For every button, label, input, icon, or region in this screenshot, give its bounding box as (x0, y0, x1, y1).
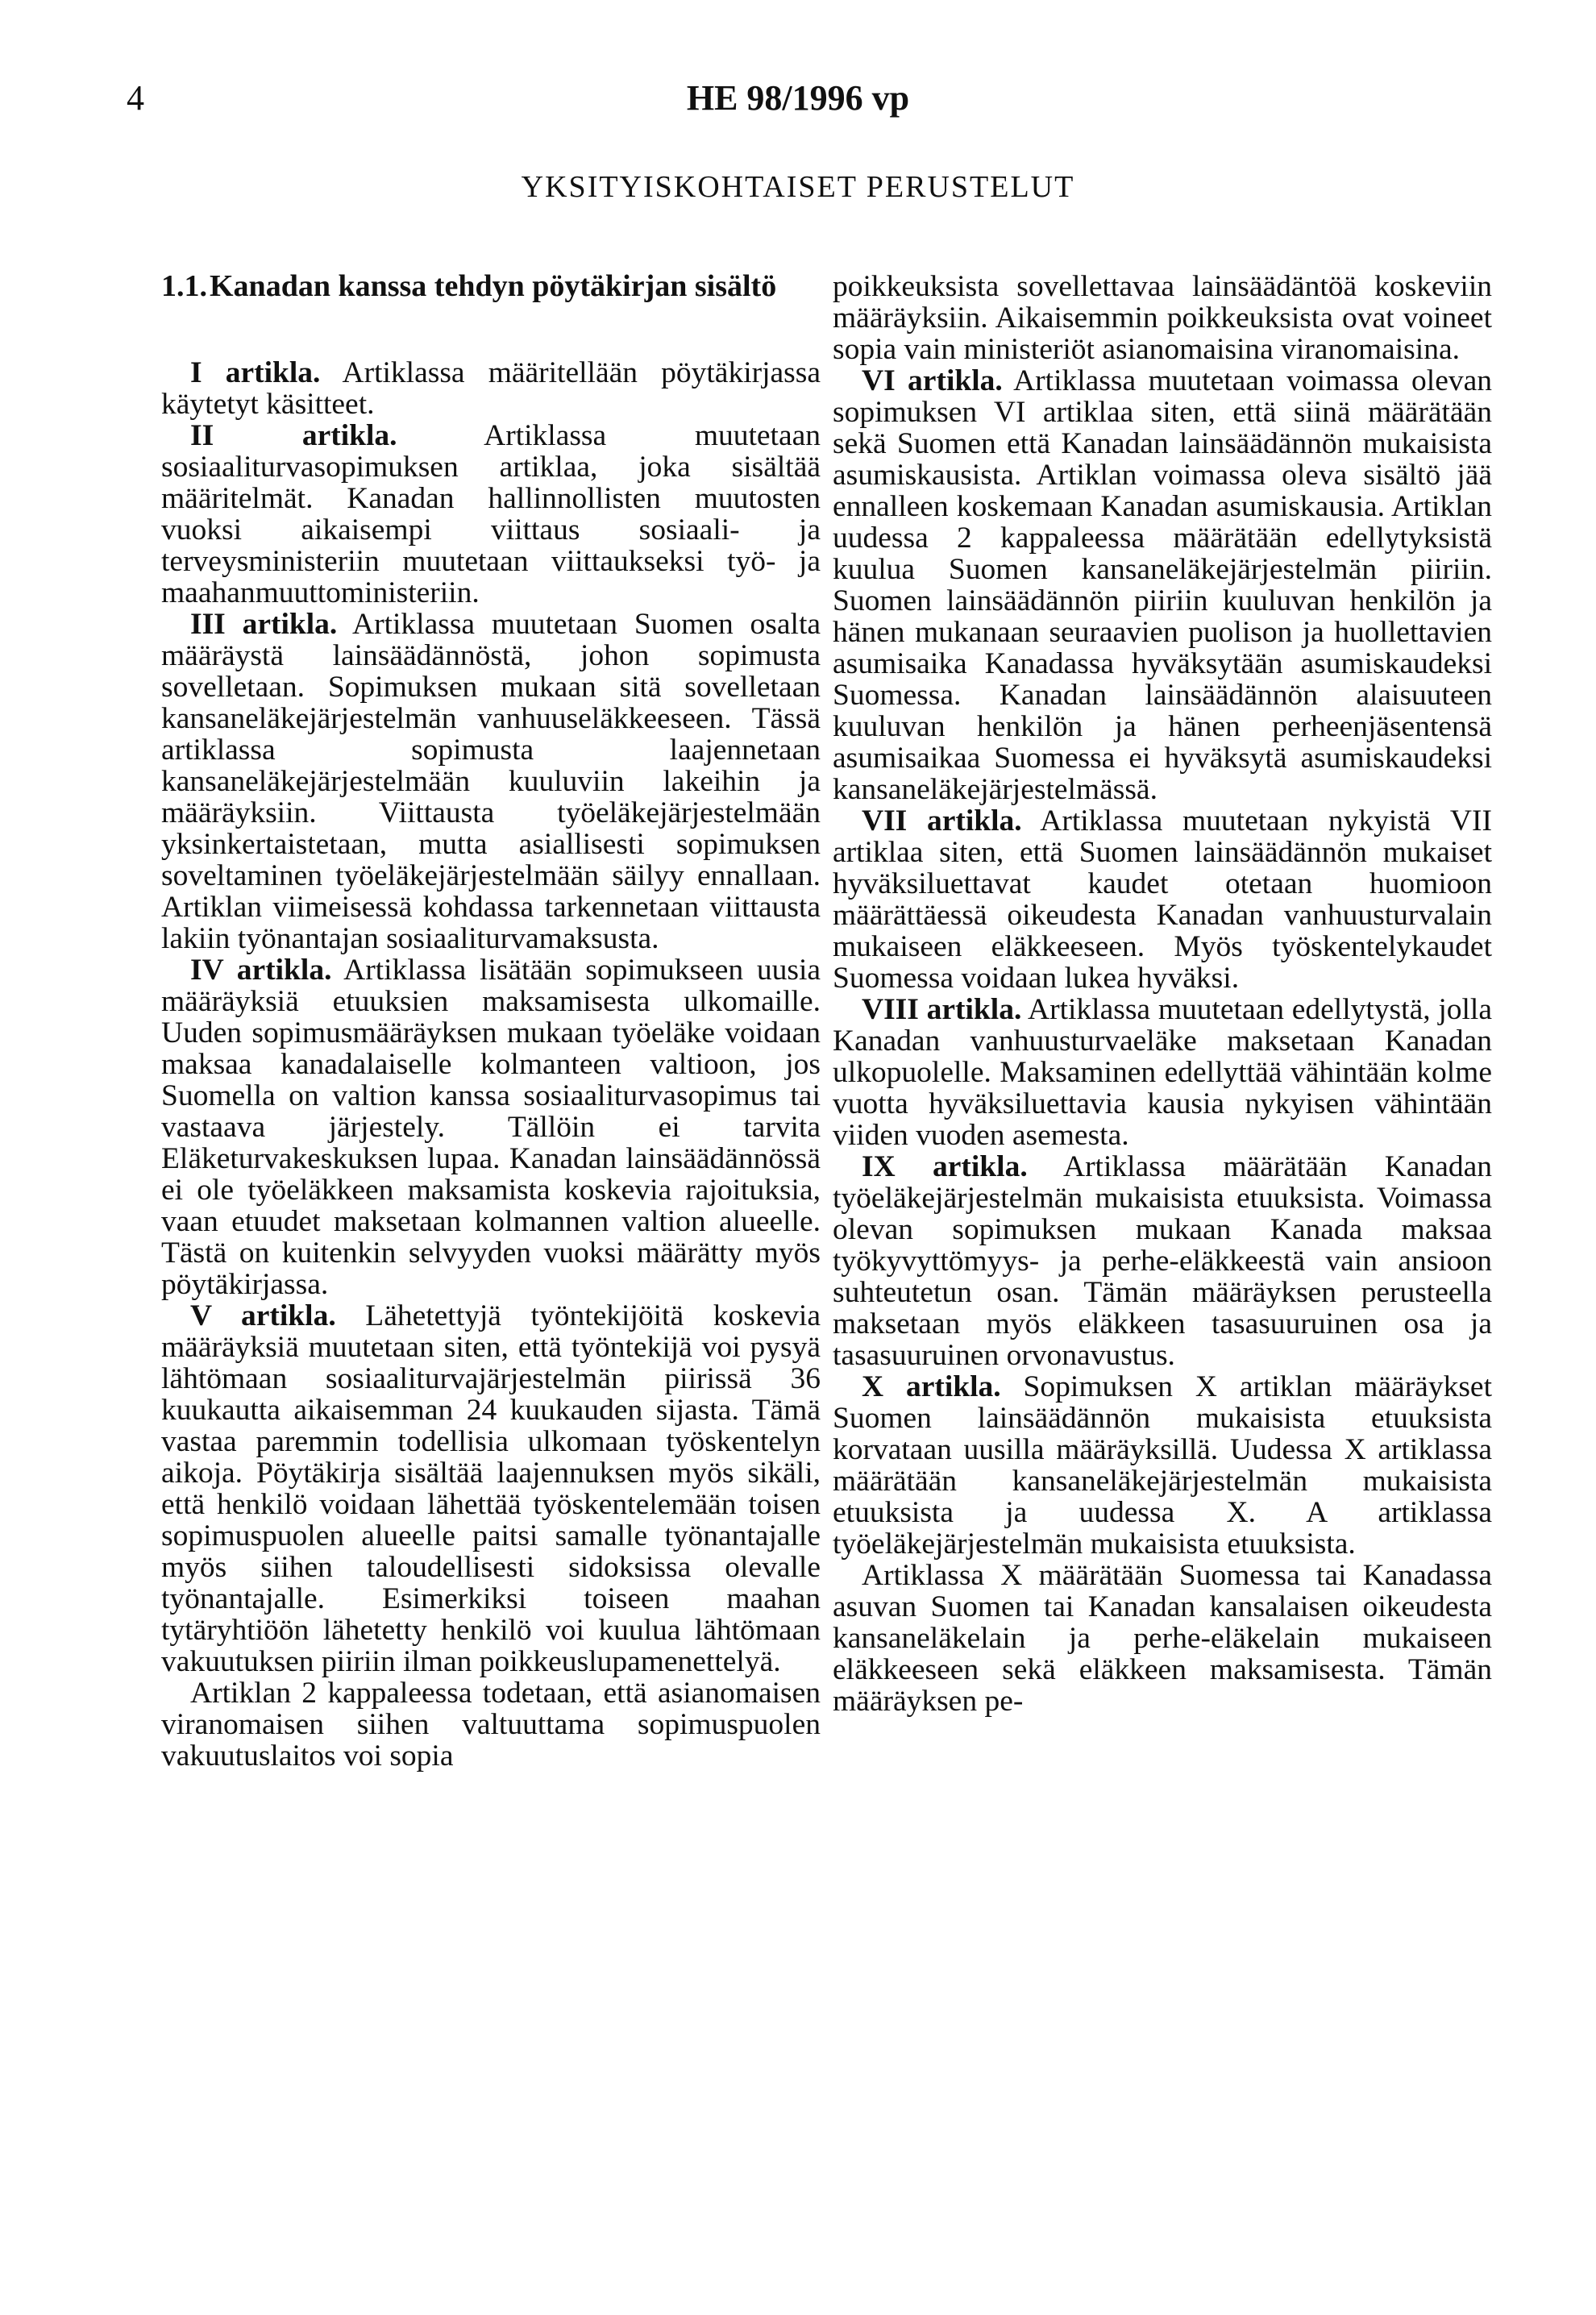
article-label: X artikla. (862, 1370, 1001, 1403)
heading-number: 1.1. (161, 269, 207, 303)
article-label: I artikla. (190, 356, 321, 389)
paragraph (161, 609, 821, 954)
paragraph-text: Artiklassa muutetaan edellytystä, jolla Kanadan vanhuusturvaeläke maksetaan Kanadan ulkopuolelle. Maksaminen edellyttää vähintään kolme vuotta hyväksiluettavia kausia nykyisen vähintään viiden vuoden asemesta. (833, 993, 1493, 1152)
section-title: YKSITYISKOHTAISET PERUSTELUT (521, 170, 1075, 204)
paragraph-text: Artiklassa määritellään pöytäkirjassa käytetyt käsitteet. (161, 356, 821, 421)
paragraph-text: Artiklassa muutetaan sosiaaliturvasopimuksen artiklaa, joka sisältää määritelmät. Kanadan hallinnollisten muutosten vuoksi aikaisempi viittaus sosiaali- ja terveysministeriin muutetaan viittaukseksi työ- ja maahanmuuttoministeriin. (161, 419, 821, 609)
paragraph (833, 1151, 1492, 1371)
paragraph (161, 1300, 821, 1677)
left-paragraphs (161, 357, 821, 1772)
paragraph (161, 1677, 821, 1772)
paragraph-text: poikkeuksista sovellettavaa lainsäädäntöä koskeviin määräyksiin. Aikaisemmin poikkeuksista ovat voineet sopia vain ministeriöt asianomaisina viranomaisina. (833, 270, 1492, 366)
document-id: HE 98/1996 vp (686, 78, 910, 118)
paragraph-text: Artiklassa muutetaan nykyistä VII artiklaa siten, että Suomen lainsäädännön mukaiset hyväksiluettavat kaudet otetaan huomioon määrättäessä oikeudesta Kanadan vanhuusturvalain mukaiseen eläkkeeseen. Myös työskentelykaudet Suomessa voidaan lukea hyväksi. (833, 804, 1492, 995)
page-number: 4 (127, 78, 144, 118)
paragraph-text: Artiklassa määrätään Kanadan työeläkejärjestelmän mukaisista etuuksista. Voimassa olevan sopimuksen mukaan Kanada maksaa työkyvyttömyys- ja perhe-eläkkeestä vain ansioon suhteutetun osan. Tämän määräyksen perusteella maksetaan myös eläkkeen tasasuuruinen osa ja tasasuuruinen orvonavustus. (833, 1150, 1493, 1372)
paragraph-text: Sopimuksen X artiklan määräykset Suomen lainsäädännön mukaisista etuuksista korvataan uusilla määräyksillä. Uudessa X artiklassa määrätään kansaneläkejärjestelmän mukaisista etuuksista ja uudessa X. A artiklassa työeläkejärjestelmän mukaisista etuuksista. (833, 1370, 1492, 1561)
paragraph-text: Lähetettyjä työntekijöitä koskevia määräyksiä muutetaan siten, että työntekijä voi pysyä lähtömaan sosiaaliturvajärjestelmän piirissä 36 kuukautta aikaisemman 24 kuukauden sijasta. Tämä vastaa paremmin todellisia ulkomaan työskentelyn aikoja. Pöytäkirja sisältää laajennuksen myös sikäli, että henkilö voidaan lähettää työskentelemään toisen sopimuspuolen alueelle paitsi samalle työnantajalle myös siihen taloudellisesti sidoksissa olevalle työnantajalle. Esimerkiksi toiseen maahan tytäryhtiöön lähetetty henkilö voi kuulua lähtömaan vakuutuksen piiriin ilman poikkeuslupamenettelyä. (161, 1299, 821, 1678)
paragraph (833, 805, 1492, 994)
article-label: IX artikla. (862, 1150, 1028, 1183)
paragraph-text: Artiklassa lisätään sopimukseen uusia määräyksiä etuuksien maksamisesta ulkomaille. Uuden sopimusmääräyksen mukaan työeläke voidaan maksaa kanadalaiselle kolmanteen valtioon, jos Suomella on valtion kanssa sosiaaliturvasopimus tai vastaava järjestely. Tällöin ei tarvita Eläketurvakeskuksen lupaa. Kanadan lainsäädännössä ei ole työeläkkeen maksamista koskevia rajoituksia, vaan etuudet maksetaan kolmannen valtion alueelle. Tästä on kuitenkin selvyyden vuoksi määrätty myös pöytäkirjassa. (161, 954, 821, 1301)
article-label: VIII artikla. (862, 993, 1022, 1026)
paragraph (833, 994, 1492, 1151)
paragraph (833, 1560, 1492, 1717)
paragraph (833, 271, 1492, 365)
section-heading (161, 271, 821, 302)
paragraph (833, 365, 1492, 805)
article-label: III artikla. (190, 608, 338, 641)
paragraph-text: Artiklassa muutetaan voimassa olevan sopimuksen VI artiklaa siten, että siinä määrätään sekä Suomen että Kanadan lainsäädännön mukaisista asumiskausista. Artiklan voimassa oleva sisältö jää ennalleen koskemaan Kanadan asumiskausia. Artiklan uudessa 2 kappaleessa määrätään edellytyksistä kuulua Suomen kansaneläkejärjestelmän piiriin. Suomen lainsäädännön piiriin kuuluvan henkilön ja hänen mukanaan seuraavien puolison ja huollettavien asumisaika Kanadassa hyväksytään asumiskaudeksi Suomessa. Kanadan lainsäädännön alaisuuteen kuuluvan henkilön ja hänen perheenjäsentensä asumisaikaa Suomessa ei hyväksytä asumiskaudeksi kansaneläkejärjestelmässä. (833, 364, 1492, 806)
right-paragraphs (833, 271, 1492, 1717)
paragraph-text: Artiklan 2 kappaleessa todetaan, että asianomaisen viranomaisen siihen valtuuttama sopimuspuolen vakuutuslaitos voi sopia (161, 1677, 821, 1773)
paragraph-text: Artiklassa X määrätään Suomessa tai Kanadassa asuvan Suomen tai Kanadan kansalaisen oikeudesta kansaneläkelain ja perhe-eläkelain mukaiseen eläkkeeseen sekä eläkkeen maksamisesta. Tämän määräyksen pe- (833, 1559, 1492, 1718)
paragraph (161, 954, 821, 1300)
heading-text: Kanadan kanssa tehdyn pöytäkirjan sisältö (210, 269, 777, 303)
paragraph (161, 357, 821, 420)
article-label: VI artikla. (862, 364, 1003, 397)
paragraph (833, 1371, 1492, 1560)
article-label: VII artikla. (862, 804, 1022, 837)
article-label: V artikla. (190, 1299, 336, 1332)
right-column (833, 271, 1492, 1717)
article-label: IV artikla. (190, 954, 332, 987)
paragraph-text: Artiklassa muutetaan Suomen osalta määräystä lainsäädännöstä, johon sopimusta sovelletaan. Sopimuksen mukaan sitä sovelletaan kansaneläkejärjestelmän vanhuuseläkkeeseen. Tässä artiklassa sopimusta laajennetaan kansaneläkejärjestelmään kuuluviin lakeihin ja määräyksiin. Viittausta työeläkejärjestelmään yksinkertaistetaan, mutta asiallisesti sopimuksen soveltaminen työeläkejärjestelmään säilyy ennallaan. Artiklan viimeisessä kohdassa tarkennetaan viittausta lakiin työnantajan sosiaaliturvamaksusta. (161, 608, 821, 955)
left-column (161, 271, 821, 1772)
article-label: II artikla. (190, 419, 397, 452)
paragraph (161, 420, 821, 609)
